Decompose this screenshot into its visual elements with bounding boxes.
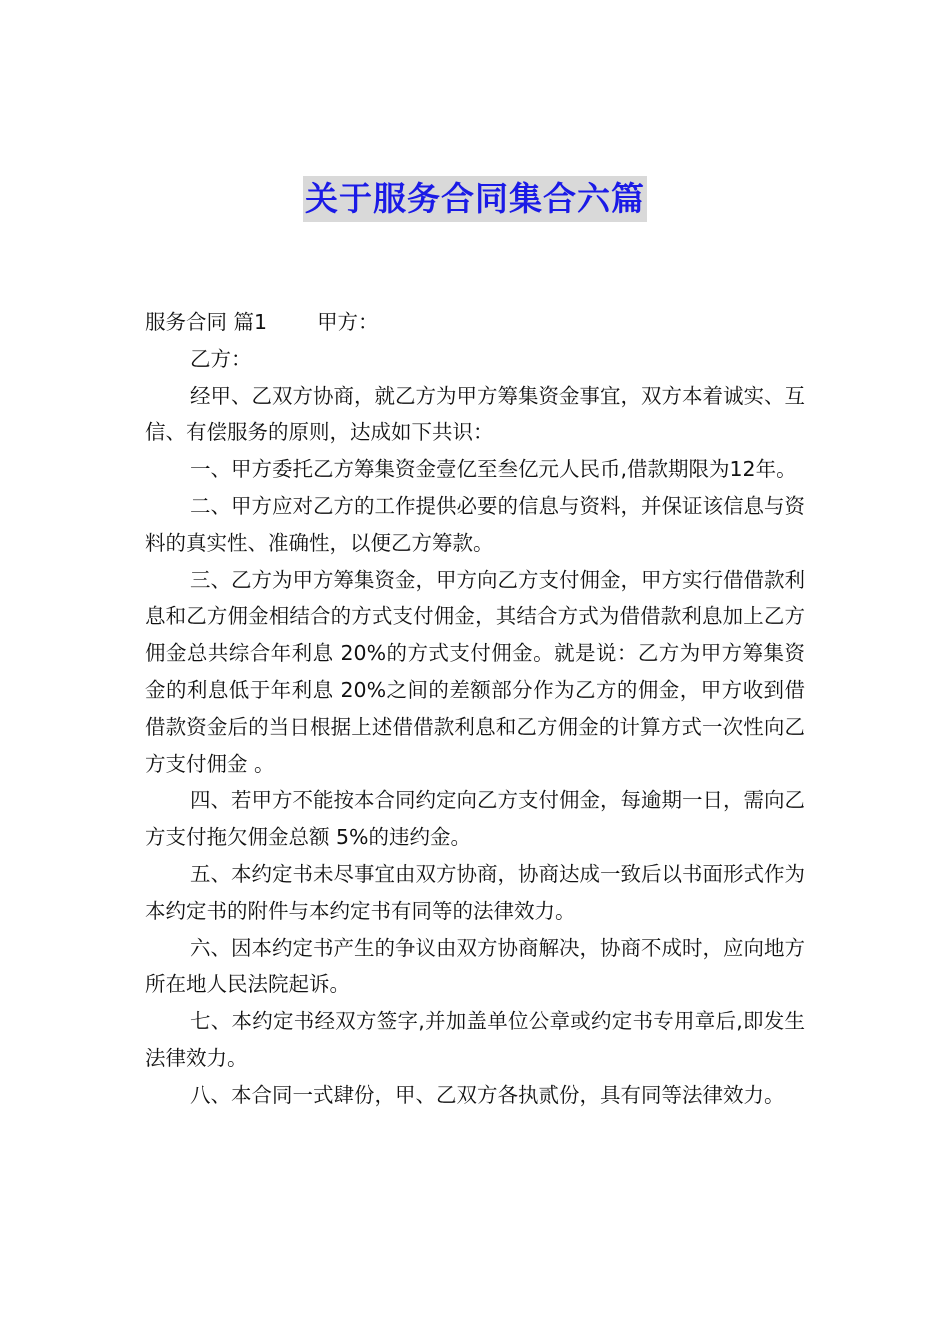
document-body [145, 304, 805, 1114]
clause-6: 六、因本约定书产生的争议由双方协商解决，协商不成时，应向地方所在地人民法院起诉。 [145, 935, 805, 997]
clause-3: 三、乙方为甲方筹集资金，甲方向乙方支付佣金，甲方实行借借款利息和乙方佣金相结合的方式支付佣金，其结合方式为借借款利息加上乙方佣金总共综合年利息 20%的方式支付佣金。就是说：乙方为甲方筹集资金的利息低于年利息 20%之间的差额部分作为乙方的佣金，甲方收到借借款资金后的当日根据上述借借款利息和乙方佣金的计算方式一次性向乙方支付佣金 。 [145, 567, 805, 776]
contract-heading-line [145, 304, 805, 341]
clause-7: 七、本约定书经双方签字,并加盖单位公章或约定书专用章后,即发生法律效力。 [145, 1009, 805, 1070]
party-a-label: 甲方： [317, 310, 379, 334]
clause-5: 五、本约定书未尽事宜由双方协商，协商达成一致后以书面形式作为本约定书的附件与本约定书有同等的法律效力。 [145, 861, 805, 923]
clause-4: 四、若甲方不能按本合同约定向乙方支付佣金，每逾期一日，需向乙方支付拖欠佣金总额 5%的违约金。 [145, 788, 805, 850]
party-b-label: 乙方： [190, 346, 252, 371]
document-title: 关于服务合同集合六篇 [303, 176, 647, 222]
paragraph-intro: 经甲、乙双方协商，就乙方为甲方筹集资金事宜，双方本着诚实、互信、有偿服务的原则，达成如下共识： [145, 383, 805, 445]
clause-2: 二、甲方应对乙方的工作提供必要的信息与资料，并保证该信息与资料的真实性、准确性，以便乙方筹款。 [145, 493, 805, 555]
clause-1: 一、甲方委托乙方筹集资金壹亿至叁亿元人民币,借款期限为12年。 [190, 457, 797, 482]
clause-8: 八、本合同一式肆份，甲、乙双方各执贰份，具有同等法律效力。 [190, 1082, 785, 1107]
title-container [0, 176, 950, 222]
contract-heading-label: 服务合同 篇1 [145, 310, 268, 334]
